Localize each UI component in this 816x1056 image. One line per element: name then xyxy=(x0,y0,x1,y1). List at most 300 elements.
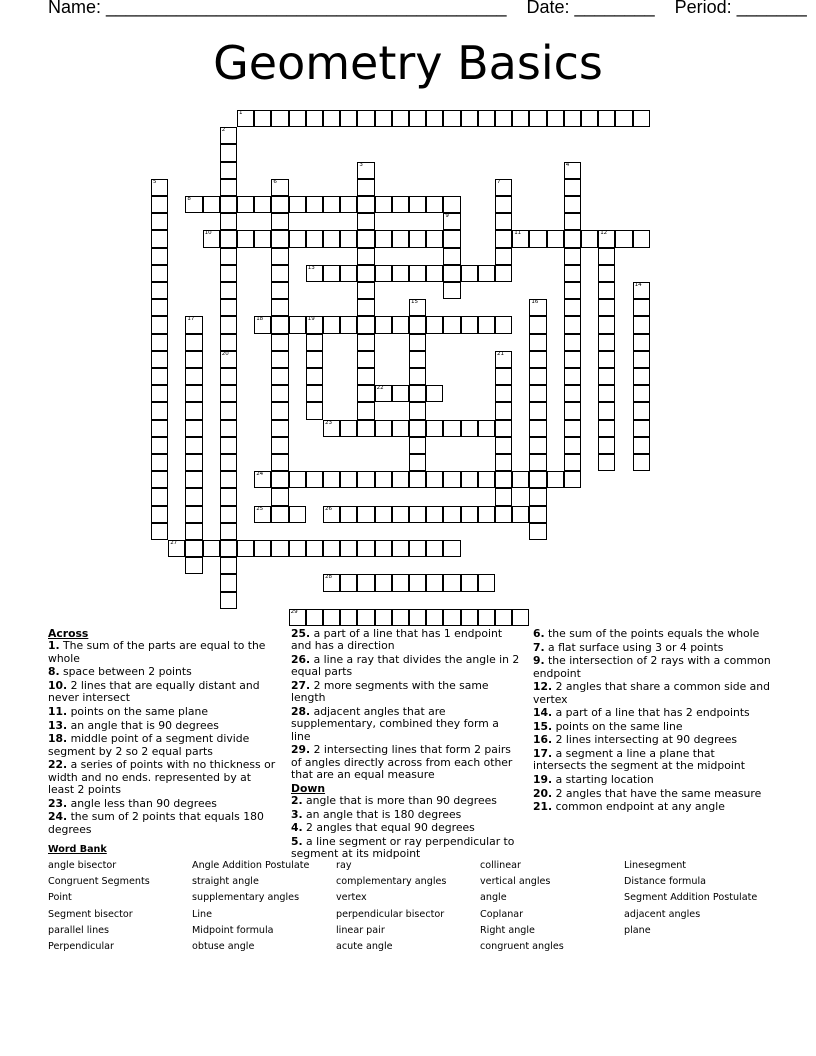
grid-cell[interactable] xyxy=(323,420,340,437)
grid-cell[interactable] xyxy=(529,420,546,437)
grid-cell[interactable] xyxy=(564,248,581,265)
grid-cell[interactable] xyxy=(443,230,460,247)
grid-cell[interactable] xyxy=(375,196,392,213)
grid-cell[interactable] xyxy=(598,402,615,419)
grid-cell[interactable] xyxy=(633,316,650,333)
grid-cell[interactable] xyxy=(461,574,478,591)
grid-cell[interactable] xyxy=(564,334,581,351)
grid-cell[interactable] xyxy=(495,179,512,196)
grid-cell[interactable] xyxy=(443,471,460,488)
grid-cell[interactable] xyxy=(375,230,392,247)
grid-cell[interactable] xyxy=(185,506,202,523)
grid-cell[interactable] xyxy=(392,609,409,626)
grid-cell[interactable] xyxy=(461,420,478,437)
grid-cell[interactable] xyxy=(529,230,546,247)
grid-cell[interactable] xyxy=(633,437,650,454)
grid-cell[interactable] xyxy=(220,196,237,213)
grid-cell[interactable] xyxy=(392,420,409,437)
grid-cell[interactable] xyxy=(426,540,443,557)
grid-cell[interactable] xyxy=(271,506,288,523)
grid-cell[interactable] xyxy=(357,574,374,591)
grid-cell[interactable] xyxy=(598,316,615,333)
grid-cell[interactable] xyxy=(564,213,581,230)
grid-cell[interactable] xyxy=(185,471,202,488)
grid-cell[interactable] xyxy=(392,506,409,523)
grid-cell[interactable] xyxy=(409,299,426,316)
grid-cell[interactable] xyxy=(340,230,357,247)
grid-cell[interactable] xyxy=(529,299,546,316)
grid-cell[interactable] xyxy=(357,506,374,523)
grid-cell[interactable] xyxy=(564,351,581,368)
grid-cell[interactable] xyxy=(495,316,512,333)
grid-cell[interactable] xyxy=(271,402,288,419)
grid-cell[interactable] xyxy=(633,454,650,471)
grid-cell[interactable] xyxy=(271,368,288,385)
grid-cell[interactable] xyxy=(220,213,237,230)
grid-cell[interactable] xyxy=(598,385,615,402)
grid-cell[interactable] xyxy=(151,420,168,437)
grid-cell[interactable] xyxy=(581,110,598,127)
grid-cell[interactable] xyxy=(151,334,168,351)
grid-cell[interactable] xyxy=(495,454,512,471)
grid-cell[interactable] xyxy=(375,574,392,591)
grid-cell[interactable] xyxy=(357,299,374,316)
grid-cell[interactable] xyxy=(271,437,288,454)
grid-cell[interactable] xyxy=(409,230,426,247)
grid-cell[interactable] xyxy=(564,179,581,196)
grid-cell[interactable] xyxy=(598,420,615,437)
grid-cell[interactable] xyxy=(615,110,632,127)
grid-cell[interactable] xyxy=(340,609,357,626)
grid-cell[interactable] xyxy=(271,316,288,333)
grid-cell[interactable] xyxy=(271,282,288,299)
grid-cell[interactable] xyxy=(151,368,168,385)
grid-cell[interactable] xyxy=(151,506,168,523)
grid-cell[interactable] xyxy=(357,282,374,299)
grid-cell[interactable] xyxy=(443,540,460,557)
grid-cell[interactable] xyxy=(289,316,306,333)
grid-cell[interactable] xyxy=(306,110,323,127)
grid-cell[interactable] xyxy=(306,368,323,385)
grid-cell[interactable] xyxy=(443,110,460,127)
grid-cell[interactable] xyxy=(409,471,426,488)
grid-cell[interactable] xyxy=(220,523,237,540)
grid-cell[interactable] xyxy=(564,437,581,454)
grid-cell[interactable] xyxy=(323,230,340,247)
grid-cell[interactable] xyxy=(495,402,512,419)
grid-cell[interactable] xyxy=(151,523,168,540)
grid-cell[interactable] xyxy=(271,248,288,265)
grid-cell[interactable] xyxy=(426,471,443,488)
grid-cell[interactable] xyxy=(220,471,237,488)
grid-cell[interactable] xyxy=(271,179,288,196)
grid-cell[interactable] xyxy=(323,471,340,488)
grid-cell[interactable] xyxy=(633,351,650,368)
grid-cell[interactable] xyxy=(151,385,168,402)
grid-cell[interactable] xyxy=(426,316,443,333)
grid-cell[interactable] xyxy=(220,162,237,179)
grid-cell[interactable] xyxy=(168,540,185,557)
grid-cell[interactable] xyxy=(254,540,271,557)
grid-cell[interactable] xyxy=(220,230,237,247)
grid-cell[interactable] xyxy=(306,540,323,557)
grid-cell[interactable] xyxy=(633,368,650,385)
grid-cell[interactable] xyxy=(220,179,237,196)
grid-cell[interactable] xyxy=(340,196,357,213)
grid-cell[interactable] xyxy=(495,385,512,402)
grid-cell[interactable] xyxy=(495,230,512,247)
grid-cell[interactable] xyxy=(633,420,650,437)
grid-cell[interactable] xyxy=(495,248,512,265)
grid-cell[interactable] xyxy=(512,506,529,523)
grid-cell[interactable] xyxy=(271,299,288,316)
grid-cell[interactable] xyxy=(478,471,495,488)
grid-cell[interactable] xyxy=(357,265,374,282)
grid-cell[interactable] xyxy=(529,471,546,488)
grid-cell[interactable] xyxy=(409,506,426,523)
grid-cell[interactable] xyxy=(409,402,426,419)
grid-cell[interactable] xyxy=(357,420,374,437)
grid-cell[interactable] xyxy=(185,488,202,505)
grid-cell[interactable] xyxy=(271,351,288,368)
grid-cell[interactable] xyxy=(375,471,392,488)
grid-cell[interactable] xyxy=(289,471,306,488)
grid-cell[interactable] xyxy=(461,110,478,127)
grid-cell[interactable] xyxy=(495,265,512,282)
grid-cell[interactable] xyxy=(478,420,495,437)
grid-cell[interactable] xyxy=(564,110,581,127)
grid-cell[interactable] xyxy=(254,471,271,488)
grid-cell[interactable] xyxy=(392,230,409,247)
grid-cell[interactable] xyxy=(185,334,202,351)
grid-cell[interactable] xyxy=(323,574,340,591)
grid-cell[interactable] xyxy=(375,316,392,333)
grid-cell[interactable] xyxy=(409,574,426,591)
grid-cell[interactable] xyxy=(185,196,202,213)
grid-cell[interactable] xyxy=(529,385,546,402)
grid-cell[interactable] xyxy=(564,316,581,333)
grid-cell[interactable] xyxy=(598,110,615,127)
grid-cell[interactable] xyxy=(357,385,374,402)
grid-cell[interactable] xyxy=(478,316,495,333)
grid-cell[interactable] xyxy=(237,230,254,247)
grid-cell[interactable] xyxy=(409,454,426,471)
grid-cell[interactable] xyxy=(357,213,374,230)
grid-cell[interactable] xyxy=(495,213,512,230)
grid-cell[interactable] xyxy=(357,196,374,213)
grid-cell[interactable] xyxy=(357,540,374,557)
grid-cell[interactable] xyxy=(495,368,512,385)
grid-cell[interactable] xyxy=(220,540,237,557)
grid-cell[interactable] xyxy=(547,471,564,488)
grid-cell[interactable] xyxy=(271,110,288,127)
grid-cell[interactable] xyxy=(271,196,288,213)
grid-cell[interactable] xyxy=(461,471,478,488)
grid-cell[interactable] xyxy=(375,110,392,127)
grid-cell[interactable] xyxy=(151,471,168,488)
grid-cell[interactable] xyxy=(306,402,323,419)
grid-cell[interactable] xyxy=(289,609,306,626)
grid-cell[interactable] xyxy=(512,110,529,127)
grid-cell[interactable] xyxy=(392,196,409,213)
grid-cell[interactable] xyxy=(185,557,202,574)
grid-cell[interactable] xyxy=(409,351,426,368)
grid-cell[interactable] xyxy=(237,540,254,557)
grid-cell[interactable] xyxy=(323,110,340,127)
grid-cell[interactable] xyxy=(633,402,650,419)
grid-cell[interactable] xyxy=(151,351,168,368)
grid-cell[interactable] xyxy=(220,402,237,419)
grid-cell[interactable] xyxy=(529,523,546,540)
grid-cell[interactable] xyxy=(185,420,202,437)
grid-cell[interactable] xyxy=(254,230,271,247)
grid-cell[interactable] xyxy=(254,110,271,127)
grid-cell[interactable] xyxy=(375,265,392,282)
grid-cell[interactable] xyxy=(495,506,512,523)
grid-cell[interactable] xyxy=(633,385,650,402)
grid-cell[interactable] xyxy=(357,351,374,368)
grid-cell[interactable] xyxy=(461,316,478,333)
grid-cell[interactable] xyxy=(461,265,478,282)
grid-cell[interactable] xyxy=(254,316,271,333)
grid-cell[interactable] xyxy=(340,471,357,488)
grid-cell[interactable] xyxy=(564,385,581,402)
grid-cell[interactable] xyxy=(392,265,409,282)
grid-cell[interactable] xyxy=(289,110,306,127)
grid-cell[interactable] xyxy=(598,230,615,247)
grid-cell[interactable] xyxy=(323,609,340,626)
grid-cell[interactable] xyxy=(409,540,426,557)
grid-cell[interactable] xyxy=(426,420,443,437)
grid-cell[interactable] xyxy=(220,282,237,299)
grid-cell[interactable] xyxy=(598,351,615,368)
grid-cell[interactable] xyxy=(203,230,220,247)
grid-cell[interactable] xyxy=(357,230,374,247)
grid-cell[interactable] xyxy=(564,368,581,385)
grid-cell[interactable] xyxy=(495,110,512,127)
grid-cell[interactable] xyxy=(271,471,288,488)
grid-cell[interactable] xyxy=(478,574,495,591)
grid-cell[interactable] xyxy=(340,420,357,437)
grid-cell[interactable] xyxy=(564,265,581,282)
grid-cell[interactable] xyxy=(409,196,426,213)
grid-cell[interactable] xyxy=(289,540,306,557)
grid-cell[interactable] xyxy=(495,437,512,454)
grid-cell[interactable] xyxy=(220,385,237,402)
grid-cell[interactable] xyxy=(529,437,546,454)
grid-cell[interactable] xyxy=(426,265,443,282)
grid-cell[interactable] xyxy=(633,110,650,127)
grid-cell[interactable] xyxy=(185,540,202,557)
grid-cell[interactable] xyxy=(185,523,202,540)
grid-cell[interactable] xyxy=(564,471,581,488)
grid-cell[interactable] xyxy=(598,454,615,471)
grid-cell[interactable] xyxy=(598,282,615,299)
grid-cell[interactable] xyxy=(392,574,409,591)
grid-cell[interactable] xyxy=(340,110,357,127)
grid-cell[interactable] xyxy=(564,162,581,179)
grid-cell[interactable] xyxy=(271,230,288,247)
grid-cell[interactable] xyxy=(271,488,288,505)
grid-cell[interactable] xyxy=(357,609,374,626)
grid-cell[interactable] xyxy=(375,506,392,523)
grid-cell[interactable] xyxy=(495,471,512,488)
grid-cell[interactable] xyxy=(426,506,443,523)
grid-cell[interactable] xyxy=(185,402,202,419)
grid-cell[interactable] xyxy=(357,368,374,385)
grid-cell[interactable] xyxy=(409,437,426,454)
grid-cell[interactable] xyxy=(151,402,168,419)
grid-cell[interactable] xyxy=(151,248,168,265)
grid-cell[interactable] xyxy=(306,385,323,402)
grid-cell[interactable] xyxy=(495,609,512,626)
grid-cell[interactable] xyxy=(271,265,288,282)
grid-cell[interactable] xyxy=(529,351,546,368)
grid-cell[interactable] xyxy=(357,334,374,351)
grid-cell[interactable] xyxy=(220,144,237,161)
grid-cell[interactable] xyxy=(220,506,237,523)
grid-cell[interactable] xyxy=(357,162,374,179)
period-line[interactable]: _______ xyxy=(736,0,807,17)
grid-cell[interactable] xyxy=(564,454,581,471)
grid-cell[interactable] xyxy=(564,402,581,419)
grid-cell[interactable] xyxy=(392,110,409,127)
grid-cell[interactable] xyxy=(375,420,392,437)
grid-cell[interactable] xyxy=(357,110,374,127)
grid-cell[interactable] xyxy=(426,574,443,591)
grid-cell[interactable] xyxy=(564,230,581,247)
grid-cell[interactable] xyxy=(529,368,546,385)
grid-cell[interactable] xyxy=(323,265,340,282)
grid-cell[interactable] xyxy=(495,420,512,437)
grid-cell[interactable] xyxy=(598,265,615,282)
grid-cell[interactable] xyxy=(392,540,409,557)
grid-cell[interactable] xyxy=(495,196,512,213)
grid-cell[interactable] xyxy=(271,334,288,351)
grid-cell[interactable] xyxy=(443,213,460,230)
grid-cell[interactable] xyxy=(495,351,512,368)
grid-cell[interactable] xyxy=(185,351,202,368)
grid-cell[interactable] xyxy=(220,437,237,454)
grid-cell[interactable] xyxy=(151,488,168,505)
grid-cell[interactable] xyxy=(598,368,615,385)
grid-cell[interactable] xyxy=(323,196,340,213)
grid-cell[interactable] xyxy=(409,609,426,626)
grid-cell[interactable] xyxy=(151,213,168,230)
grid-cell[interactable] xyxy=(529,506,546,523)
grid-cell[interactable] xyxy=(220,592,237,609)
grid-cell[interactable] xyxy=(547,230,564,247)
grid-cell[interactable] xyxy=(512,230,529,247)
grid-cell[interactable] xyxy=(615,230,632,247)
grid-cell[interactable] xyxy=(564,299,581,316)
grid-cell[interactable] xyxy=(340,316,357,333)
grid-cell[interactable] xyxy=(220,454,237,471)
grid-cell[interactable] xyxy=(633,299,650,316)
grid-cell[interactable] xyxy=(409,316,426,333)
grid-cell[interactable] xyxy=(529,316,546,333)
grid-cell[interactable] xyxy=(220,127,237,144)
grid-cell[interactable] xyxy=(220,299,237,316)
grid-cell[interactable] xyxy=(512,609,529,626)
grid-cell[interactable] xyxy=(203,540,220,557)
grid-cell[interactable] xyxy=(598,437,615,454)
grid-cell[interactable] xyxy=(409,420,426,437)
grid-cell[interactable] xyxy=(409,385,426,402)
grid-cell[interactable] xyxy=(443,316,460,333)
grid-cell[interactable] xyxy=(409,110,426,127)
grid-cell[interactable] xyxy=(151,230,168,247)
grid-cell[interactable] xyxy=(185,316,202,333)
grid-cell[interactable] xyxy=(443,248,460,265)
grid-cell[interactable] xyxy=(271,213,288,230)
grid-cell[interactable] xyxy=(598,299,615,316)
grid-cell[interactable] xyxy=(529,454,546,471)
grid-cell[interactable] xyxy=(357,179,374,196)
grid-cell[interactable] xyxy=(289,196,306,213)
grid-cell[interactable] xyxy=(478,609,495,626)
grid-cell[interactable] xyxy=(220,368,237,385)
grid-cell[interactable] xyxy=(306,471,323,488)
grid-cell[interactable] xyxy=(185,437,202,454)
grid-cell[interactable] xyxy=(426,110,443,127)
grid-cell[interactable] xyxy=(271,385,288,402)
grid-cell[interactable] xyxy=(306,316,323,333)
grid-cell[interactable] xyxy=(461,609,478,626)
grid-cell[interactable] xyxy=(529,334,546,351)
grid-cell[interactable] xyxy=(323,316,340,333)
grid-cell[interactable] xyxy=(340,506,357,523)
grid-cell[interactable] xyxy=(151,265,168,282)
grid-cell[interactable] xyxy=(443,282,460,299)
grid-cell[interactable] xyxy=(254,506,271,523)
grid-cell[interactable] xyxy=(220,351,237,368)
grid-cell[interactable] xyxy=(220,265,237,282)
grid-cell[interactable] xyxy=(151,179,168,196)
grid-cell[interactable] xyxy=(478,265,495,282)
grid-cell[interactable] xyxy=(443,420,460,437)
grid-cell[interactable] xyxy=(151,299,168,316)
grid-cell[interactable] xyxy=(478,110,495,127)
grid-cell[interactable] xyxy=(598,334,615,351)
grid-cell[interactable] xyxy=(289,506,306,523)
grid-cell[interactable] xyxy=(306,196,323,213)
grid-cell[interactable] xyxy=(443,609,460,626)
grid-cell[interactable] xyxy=(409,334,426,351)
grid-cell[interactable] xyxy=(306,351,323,368)
grid-cell[interactable] xyxy=(564,420,581,437)
grid-cell[interactable] xyxy=(357,402,374,419)
grid-cell[interactable] xyxy=(220,488,237,505)
grid-cell[interactable] xyxy=(375,385,392,402)
grid-cell[interactable] xyxy=(357,471,374,488)
grid-cell[interactable] xyxy=(426,609,443,626)
grid-cell[interactable] xyxy=(151,454,168,471)
grid-cell[interactable] xyxy=(323,506,340,523)
grid-cell[interactable] xyxy=(323,540,340,557)
grid-cell[interactable] xyxy=(340,265,357,282)
grid-cell[interactable] xyxy=(409,368,426,385)
grid-cell[interactable] xyxy=(220,420,237,437)
grid-cell[interactable] xyxy=(426,385,443,402)
grid-cell[interactable] xyxy=(564,282,581,299)
grid-cell[interactable] xyxy=(220,316,237,333)
grid-cell[interactable] xyxy=(461,506,478,523)
grid-cell[interactable] xyxy=(443,196,460,213)
grid-cell[interactable] xyxy=(357,248,374,265)
grid-cell[interactable] xyxy=(409,265,426,282)
grid-cell[interactable] xyxy=(581,230,598,247)
